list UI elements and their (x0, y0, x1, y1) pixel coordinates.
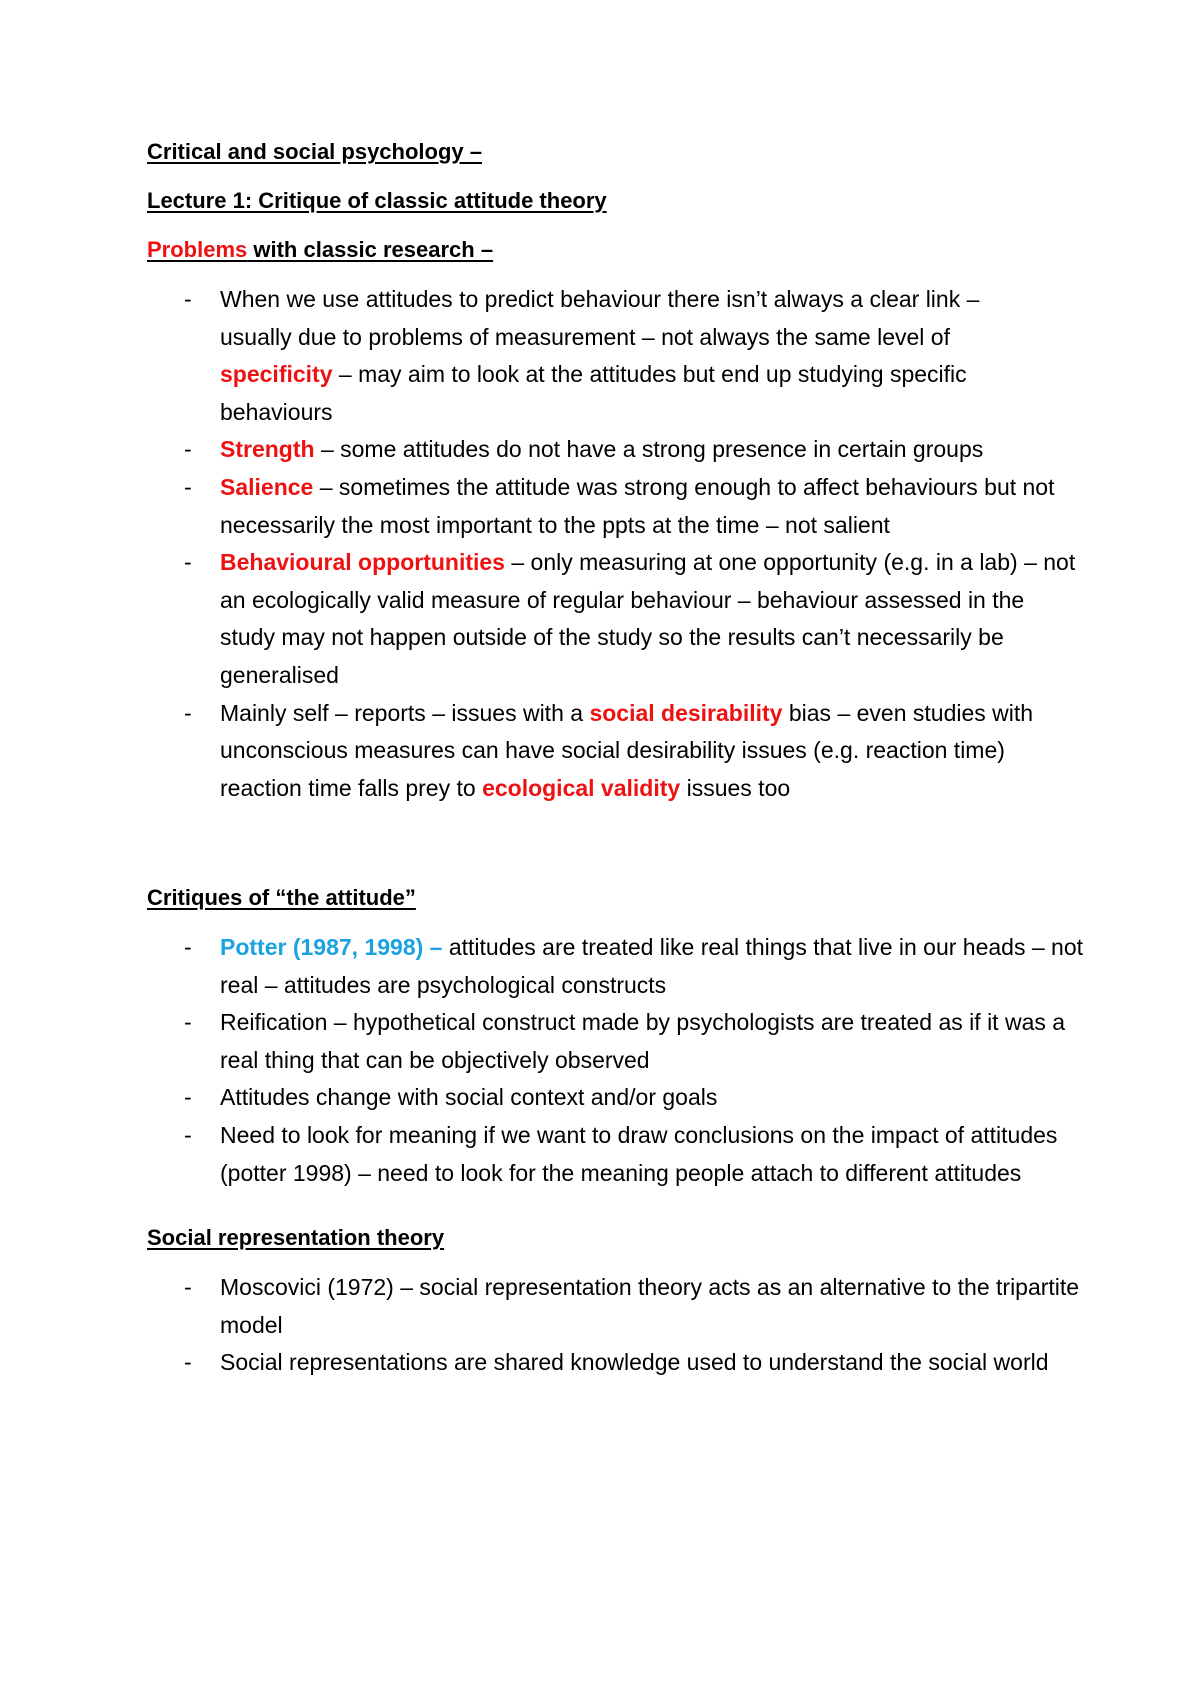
bullet-dash: - (184, 1349, 192, 1376)
item-text: attitudes are treated like real things that live in our heads – not real – attitudes are psychological constructs (220, 934, 1084, 998)
list-item (147, 469, 1087, 544)
item-text: Social representations are shared knowledge used to understand the social world (220, 1349, 1049, 1376)
list-item (147, 544, 1087, 694)
item-text: bias – even studies with unconscious measures can have social desirability issues (e.g. reaction time) reaction time falls prey to (220, 699, 1034, 801)
highlighted-term: social desirability (589, 699, 783, 726)
bullet-dash: - (184, 1084, 192, 1111)
item-text: – some attitudes do not have a strong presence in certain groups (314, 436, 984, 463)
item-text: issues too (680, 774, 791, 801)
item-text: Need to look for meaning if we want to draw conclusions on the impact of attitudes (potter 1998) – need to look for the meaning people attach to different attitudes (220, 1121, 1058, 1186)
highlighted-term: specificity (220, 361, 333, 388)
problems-heading (147, 235, 493, 265)
list-item (147, 1117, 1087, 1192)
bullet-dash: - (184, 473, 192, 500)
bullet-dash: - (184, 436, 192, 463)
bullet-dash: - (184, 286, 192, 312)
bullet-dash: - (184, 934, 192, 960)
highlighted-term: Behavioural opportunities (220, 549, 505, 576)
highlighted-term: ecological validity (482, 774, 681, 801)
item-text: When we use attitudes to predict behaviour there isn’t always a clear link – usually due to problems of measurement – not always the same level of (220, 286, 980, 350)
list-item (147, 281, 1087, 431)
bullet-dash: - (184, 549, 192, 576)
list-item (147, 1344, 1087, 1382)
srt-heading: Social representation theory (147, 1225, 445, 1250)
critiques-list (147, 929, 1087, 1192)
list-item (147, 431, 1087, 469)
item-text: Moscovici (1972) – social representation theory acts as an alternative to the tripartite model (220, 1274, 1080, 1338)
bullet-dash: - (184, 1009, 192, 1036)
item-text: – only measuring at one opportunity (e.g. in a lab) – not an ecologically valid measure of regular behaviour – behaviour assessed in the study may not happen outside of the study so the results can’t necessarily be generalised (220, 549, 1076, 688)
item-text: Reification – hypothetical construct made by psychologists are treated as if it was a real thing that can be objectively observed (220, 1009, 1066, 1073)
highlighted-term: Strength (220, 436, 315, 463)
list-item (147, 1079, 1087, 1117)
document-title: Critical and social psychology – (147, 139, 482, 164)
item-text: Mainly self – reports – issues with a (220, 699, 590, 726)
problems-list (147, 281, 1087, 807)
srt-list (147, 1269, 1087, 1382)
problems-heading-highlight: Problems (147, 237, 248, 262)
document-page (147, 0, 1087, 1698)
item-text: – may aim to look at the attitudes but end up studying specific behaviours (220, 361, 967, 425)
bullet-dash: - (184, 699, 192, 726)
list-item (147, 929, 1087, 1004)
list-item (147, 1004, 1087, 1079)
highlighted-term: Salience (220, 473, 314, 500)
bullet-dash: - (184, 1121, 192, 1148)
list-item (147, 1269, 1087, 1344)
citation-term: Potter (1987, 1998) – (220, 934, 443, 960)
list-item (147, 695, 1087, 808)
item-text: – sometimes the attitude was strong enough to affect behaviours but not necessarily the most important to the ppts at the time – not salient (220, 473, 1055, 538)
lecture-heading: Lecture 1: Critique of classic attitude theory (147, 188, 607, 213)
problems-heading-rest: with classic research – (247, 237, 494, 262)
item-text: Attitudes change with social context and/or goals (220, 1084, 718, 1111)
critiques-heading: Critiques of “the attitude” (147, 885, 416, 910)
bullet-dash: - (184, 1274, 192, 1300)
